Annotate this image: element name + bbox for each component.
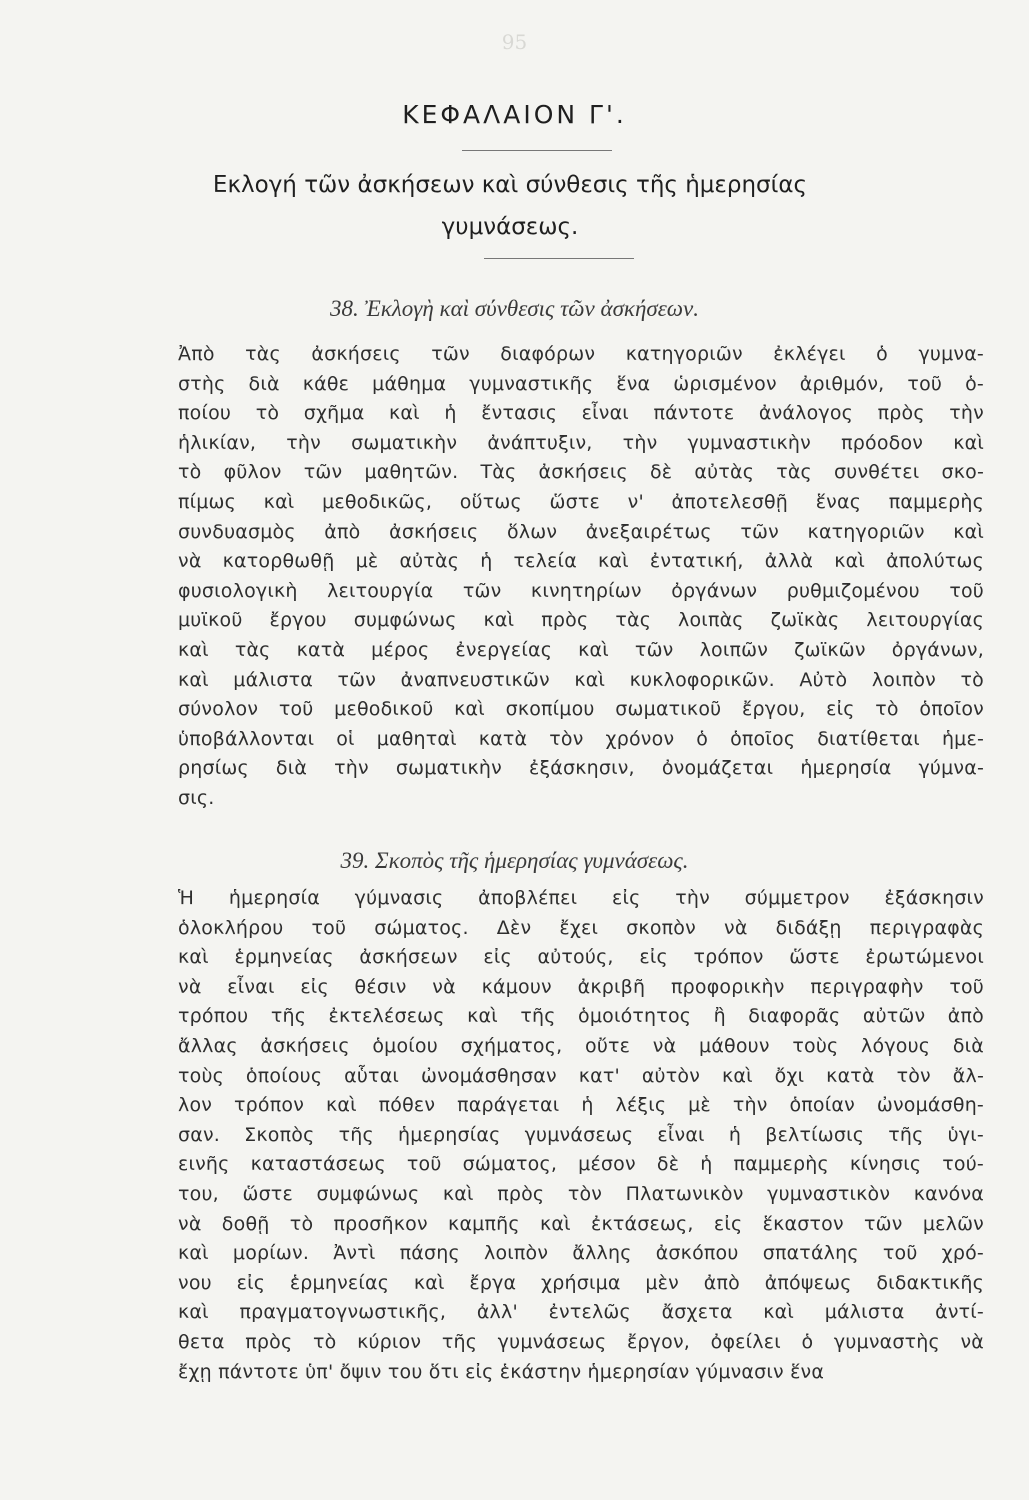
text-line: καὶ πραγματογνωστικῆς, ἀλλ' ἐντελῶς ἄσχετα καὶ μάλιστα ἀντί- [178, 1301, 984, 1324]
page-number: 95 [501, 30, 528, 54]
text-line: Ἡ ἡμερησία γύμνασις ἀποβλέπει εἰς τὴν σύμμετρον ἐξάσκησιν [178, 887, 984, 909]
text-line: πίμως καὶ μεθοδικῶς, οὕτως ὥστε ν' ἀποτελεσθῇ ἕνας παμμερὴς [178, 490, 984, 513]
text-line: σαν. Σκοπὸς τῆς ἡμερησίας γυμνάσεως εἶναι ἡ βελτίωσις τῆς ὑγι- [178, 1123, 984, 1146]
text-line: τὸ φῦλον τῶν μαθητῶν. Τὰς ἀσκήσεις δὲ αὐτὰς τὰς συνθέτει σκο- [178, 461, 984, 484]
section-heading-38: 38. Ἐκλογὴ καὶ σύνθεσις τῶν ἀσκήσεων. [330, 296, 699, 321]
text-line: σις. [178, 786, 215, 809]
text-line: ποίου τὸ σχῆμα καὶ ἡ ἔντασις εἶναι πάντοτε ἀνάλογος πρὸς τὴν [178, 402, 984, 425]
text-line: στὴς διὰ κάθε μάθημα γυμναστικῆς ἕνα ὡρισμένον ἀριθμόν, τοῦ ὁ- [178, 372, 984, 395]
text-line: ἔχῃ πάντοτε ὑπ' ὄψιν του ὅτι εἰς ἑκάστην ἡμερησίαν γύμνασιν ἕνα [178, 1360, 825, 1383]
text-line: θετα πρὸς τὸ κύριον τῆς γυμνάσεως ἔργον, ὀφείλει ὁ γυμναστὴς νὰ [178, 1330, 984, 1353]
text-line: συνδυασμὸς ἀπὸ ἀσκήσεις ὅλων ἀνεξαιρέτως τῶν κατηγοριῶν καὶ [178, 520, 984, 543]
text-line: λον τρόπον καὶ πόθεν παράγεται ἡ λέξις μὲ τὴν ὁποίαν ὠνομάσθη- [178, 1094, 984, 1117]
text-line: φυσιολογικὴ λειτουργία τῶν κινητηρίων ὀργάνων ρυθμιζομένου τοῦ [178, 579, 984, 602]
text-line: νὰ δοθῇ τὸ προσῆκον καμπῆς καὶ ἐκτάσεως, εἰς ἕκαστον τῶν μελῶν [178, 1212, 984, 1235]
text-line: νὰ κατορθωθῇ μὲ αὐτὰς ἡ τελεία καὶ ἐντατική, ἀλλὰ καὶ ἀπολύτως [178, 550, 984, 573]
text-line: καὶ μορίων. Ἀντὶ πάσης λοιπὸν ἄλλης ἀσκόπου σπατάλης τοῦ χρό- [178, 1242, 984, 1265]
text-line: ἡλικίαν, τὴν σωματικὴν ἀνάπτυξιν, τὴν γυμναστικὴν πρόοδον καὶ [178, 431, 984, 454]
section-heading-39: 39. Σκοπὸς τῆς ἡμερησίας γυμνάσεως. [340, 848, 689, 873]
section-38-body [178, 340, 984, 814]
chapter-title-line: γυμνάσεως. [441, 214, 579, 240]
text-line: εινῆς καταστάσεως τοῦ σώματος, μέσον δὲ ἡ παμμερὴς κίνησις τού- [178, 1153, 984, 1176]
text-line: ἄλλας ἀσκήσεις ὁμοίου σχήματος, οὔτε νὰ μάθουν τοὺς λόγους διὰ [178, 1034, 984, 1057]
text-line: καὶ τὰς κατὰ μέρος ἐνεργείας καὶ τῶν λοιπῶν ζωϊκῶν ὀργάνων, [178, 638, 984, 661]
text-line: καὶ ἑρμηνείας ἀσκήσεων εἰς αὐτούς, εἰς τρόπον ὥστε ἐρωτώμενοι [178, 946, 984, 969]
chapter-title-line: Εκλογή τῶν ἀσκήσεων καὶ σύνθεσις τῆς ἡμερησίας [212, 172, 808, 198]
text-line: τρόπου τῆς ἐκτελέσεως καὶ τῆς ὁμοιότητος ἢ διαφορᾶς αὐτῶν ἀπὸ [178, 1005, 984, 1028]
chapter-title [170, 164, 850, 248]
chapter-heading: ΚΕΦΑΛΑΙΟΝ Γ'. [402, 100, 627, 129]
text-line: ὁλοκλήρου τοῦ σώματος. Δὲν ἔχει σκοπὸν νὰ διδάξῃ περιγραφὰς [178, 916, 984, 939]
text-line: σύνολον τοῦ μεθοδικοῦ καὶ σκοπίμου σωματικοῦ ἔργου, εἰς τὸ ὁποῖον [178, 698, 984, 721]
text-line: τοὺς ὁποίους αὗται ὠνομάσθησαν κατ' αὐτὸν καὶ ὄχι κατὰ τὸν ἄλ- [178, 1064, 984, 1087]
divider-rule [462, 150, 612, 151]
text-line: μυϊκοῦ ἔργου συμφώνως καὶ πρὸς τὰς λοιπὰς ζωϊκὰς λειτουργίας [178, 609, 984, 632]
text-line: νου εἰς ἑρμηνείας καὶ ἔργα χρήσιμα μὲν ἀπὸ ἀπόψεως διδακτικῆς [178, 1271, 984, 1294]
text-line: Ἀπὸ τὰς ἀσκήσεις τῶν διαφόρων κατηγοριῶν ἐκλέγει ὁ γυμνα- [178, 343, 984, 365]
text-line: ρησίως διὰ τὴν σωματικὴν ἐξάσκησιν, ὀνομάζεται ἡμερησία γύμνα- [178, 757, 984, 780]
divider-rule [484, 258, 634, 259]
text-line: καὶ μάλιστα τῶν ἀναπνευστικῶν καὶ κυκλοφορικῶν. Αὐτὸ λοιπὸν τὸ [178, 668, 984, 691]
text-line: νὰ εἶναι εἰς θέσιν νὰ κάμουν ἀκριβῆ προφορικὴν περιγραφὴν τοῦ [178, 975, 984, 998]
text-line: ὑποβάλλονται οἱ μαθηταὶ κατὰ τὸν χρόνον ὁ ὁποῖος διατίθεται ἡμε- [178, 727, 984, 750]
section-39-body [178, 884, 984, 1387]
text-line: του, ὥστε συμφώνως καὶ πρὸς τὸν Πλατωνικὸν γυμναστικὸν κανόνα [178, 1182, 984, 1205]
